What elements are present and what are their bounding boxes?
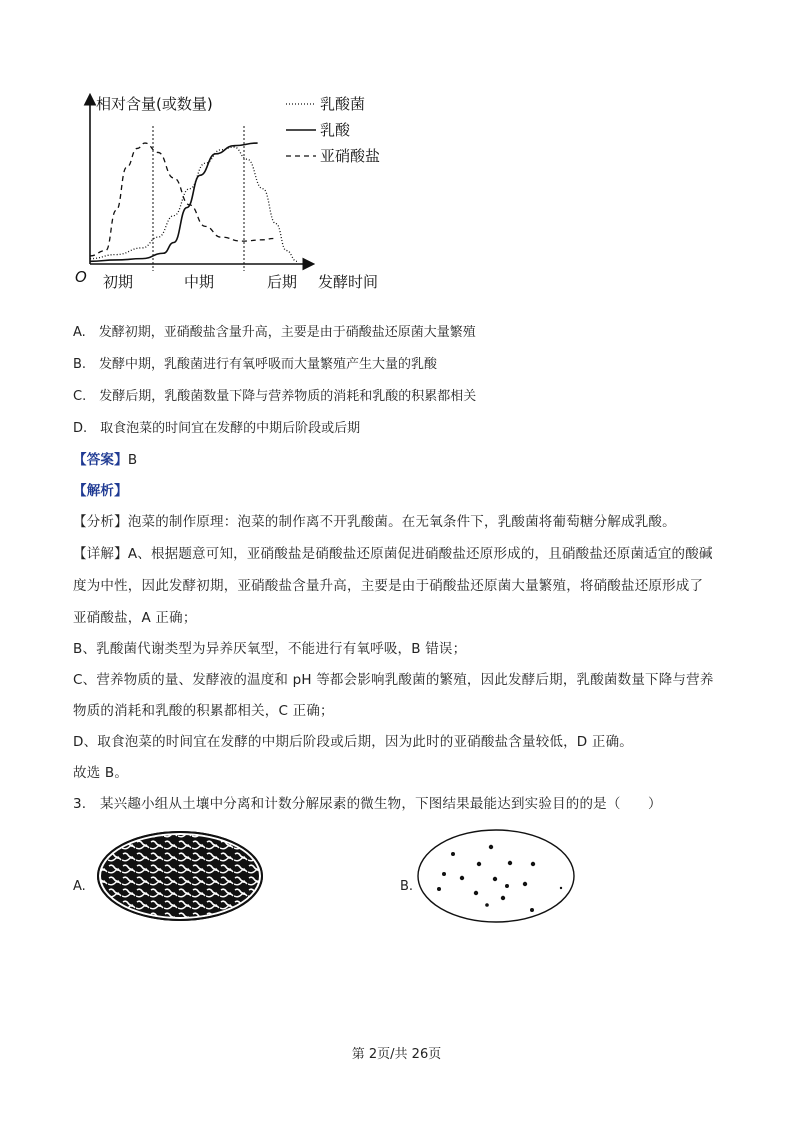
legend-label-lactobacillus: 乳酸菌 [320,95,366,113]
petri-dish-a-image [94,828,266,924]
fermentation-chart [70,88,400,298]
answer-tag: 【答案】 [73,452,128,468]
y-axis-label: 相对含量(或数量) [96,95,213,113]
xiangjie-line-2: 度为中性，因此发酵初期，亚硝酸盐含量升高，主要是由于硝酸盐还原菌大量繁殖，将硝酸盐还原形成了 [73,578,704,594]
fenxi-tag: 【分析】 [73,514,128,530]
analysis-tag: 【解析】 [73,483,128,499]
xiangjie-line-6: 物质的消耗和乳酸的积累都相关，C 正确； [73,703,334,719]
xiangjie-line-7: D、取食泡菜的时间宜在发酵的中期后阶段或后期，因为此时的亚硝酸盐含量较低，D 正确。 [73,734,633,750]
conclusion: 故选 B。 [73,765,129,781]
plate-b-label: B. [400,879,414,894]
xiangjie-line-5: C、营养物质的量、发酵液的温度和 pH 等都会影响乳酸菌的繁殖，因此发酵后期，乳酸菌数量下降与营养 [73,672,714,688]
phase-label-late: 后期 [267,273,298,291]
series-lactic-acid-line [90,143,258,261]
phase-label-early: 初期 [103,273,134,291]
series-lactobacillus-line [90,147,297,261]
plate-a-label: A. [73,879,86,894]
fenxi-line [73,510,676,530]
answer-value: B [127,452,138,468]
fenxi-text: 泡菜的制作原理：泡菜的制作离不开乳酸菌。在无氧条件下，乳酸菌将葡萄糖分解成乳酸。 [127,514,676,530]
answer-line [73,448,137,468]
phase-label-mid: 中期 [184,273,215,291]
petri-dish-b-image [415,826,577,926]
xiangjie-tag: 【详解】 [73,546,128,562]
xiangjie-text-1: A、根据题意可知，亚硝酸盐是硝酸盐还原菌促进硝酸盐还原形成的，且硝酸盐还原菌适宜的酸碱 [127,546,713,562]
question-3: 3. 某兴趣小组从土壤中分离和计数分解尿素的微生物，下图结果最能达到实验目的的是（ ） [73,796,662,812]
origin-label: O [75,268,87,286]
analysis-heading [73,479,128,499]
x-axis-label: 发酵时间 [318,273,379,291]
xiangjie-line-4: B、乳酸菌代谢类型为异养厌氧型，不能进行有氧呼吸，B 错误； [73,641,467,657]
xiangjie-line-3: 亚硝酸盐，A 正确； [73,610,197,626]
legend-label-nitrite: 亚硝酸盐 [320,147,381,165]
option-d: D. 取食泡菜的时间宜在发酵的中期后阶段或后期 [73,421,361,436]
series-nitrite-line [90,143,273,256]
xiangjie-line-1 [73,542,713,562]
option-b: B. 发酵中期，乳酸菌进行有氧呼吸而大量繁殖产生大量的乳酸 [73,357,438,372]
option-a: A. 发酵初期，亚硝酸盐含量升高，主要是由于硝酸盐还原菌大量繁殖 [73,325,476,340]
option-c: C. 发酵后期，乳酸菌数量下降与营养物质的消耗和乳酸的积累都相关 [73,389,477,404]
page-footer: 第 2页/共 26页 [351,1047,442,1062]
legend-label-lactic-acid: 乳酸 [320,121,351,139]
